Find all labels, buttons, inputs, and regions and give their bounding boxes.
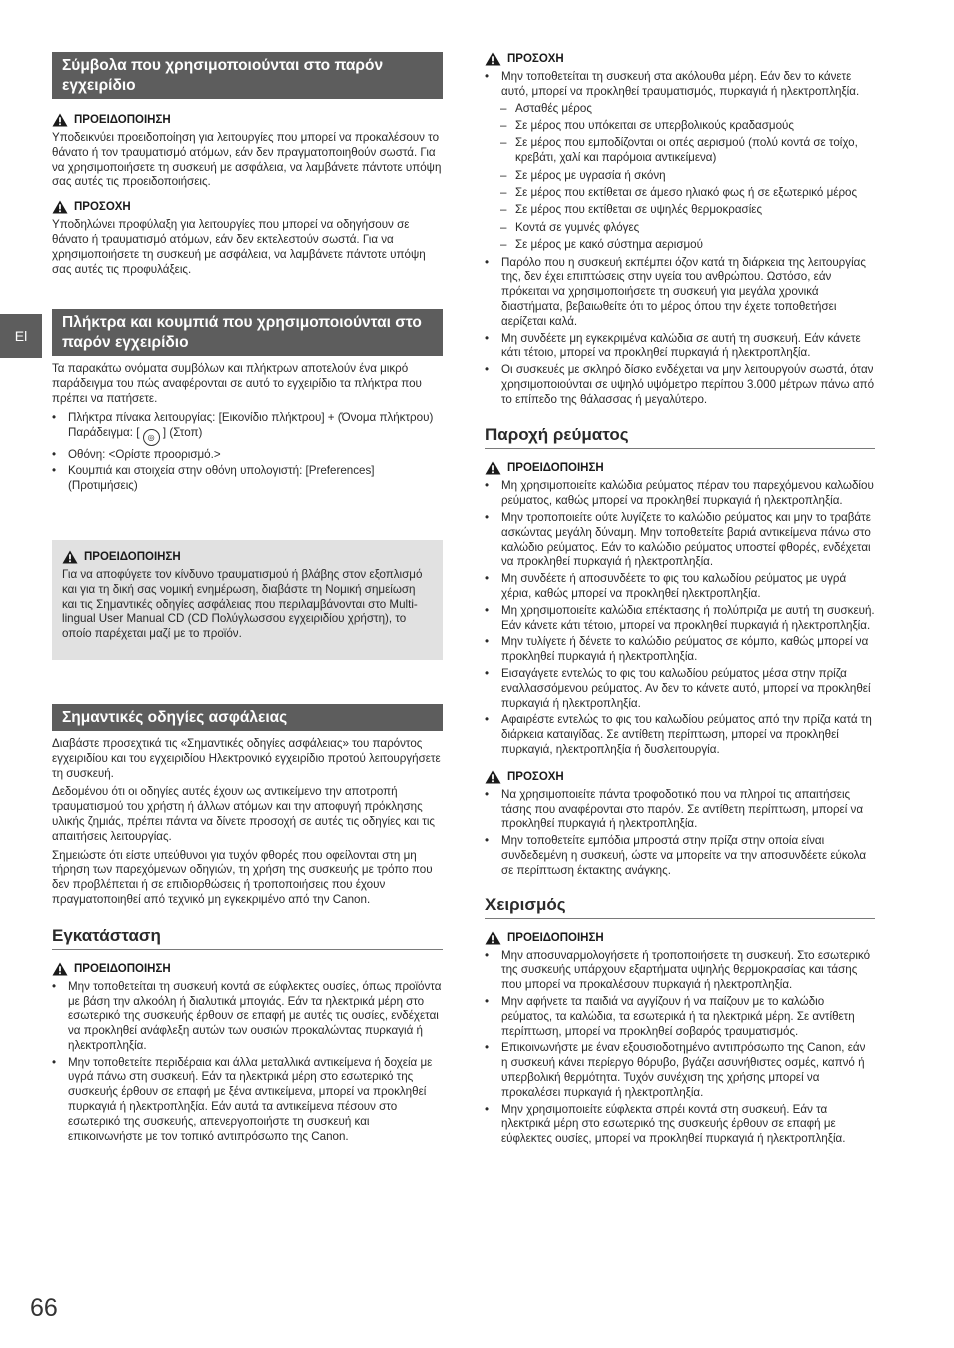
list-item: • Μην τοποθετείται τη συσκευή στα ακόλουθα μέρη. Εάν δεν το κάνετε αυτό, μπορεί να προκληθεί τραυματισμός, πυρκαγιά ή ηλεκτροπληξία. – Ασταθές μέρος – Σε μέρος που υπόκειται σε υπερβολικούς κραδασμούς – Σε μέρος που εμποδίζονται οι οπές αερισμού (πολύ κοντά σε τοίχο, κρεβάτι, χαλί και παρόμοια αντικείμενα) – Σε μέρος με υγρασία ή σκόνη – Σε μέρος που εκτίθεται σε άμεσο ηλιακό φως ή σε εξωτερικό μέρος – Σε μέρος που εκτίθεται σε υψηλές θερμοκρασίες – Κοντά σε γυμνές φλόγες – Σε μέρος με κακό σύστημα αερισμού	[485, 70, 875, 253]
warning-triangle-icon	[62, 550, 78, 564]
list-item: • Οθόνη: <Ορίστε προορισμό.>	[52, 448, 443, 463]
list-item: • Οι συσκευές με σκληρό δίσκο ενδέχεται να μην λειτουργούν σωστά, όταν χρησιμοποιούνται σε υψηλό υψόμετρο περίπου 3.000 μέτρων πάνω από το επίπεδο της θάλασσας ή μεγαλύτερο.	[485, 363, 875, 407]
handling-list	[485, 949, 875, 1147]
caution-list	[485, 70, 875, 407]
sublist-item: – Ασταθές μέρος	[485, 102, 875, 117]
section-heading-power: Παροχή ρεύματος	[485, 425, 875, 449]
safety-paragraph: Δεδομένου ότι οι οδηγίες αυτές έχουν ως αντικείμενο την αποτροπή τραυματισμού του χρήστη ή άλλων ατόμων και την αποφυγή πρόκλησης υλικής ζημιάς, πρέπει πάντα να δίνετε προσοχή σε αυτές τις οδηγίες και τις απαιτήσεις λειτουργίας.	[52, 785, 435, 843]
section-heading-installation: Εγκατάσταση	[52, 926, 443, 950]
warning-box	[52, 540, 443, 660]
warning-triangle-icon	[485, 770, 501, 784]
sublist-item: – Κοντά σε γυμνές φλόγες	[485, 221, 875, 236]
installation-list	[52, 980, 443, 1145]
keys-list	[52, 411, 443, 494]
warning-box-text: Για να αποφύγετε τον κίνδυνο τραυματισμού ή βλάβης στον εξοπλισμό και για τη δική σας νομική ενημέρωση, διαβάστε τη Νομική σημείωση και τις Σημαντικές οδηγίες ασφάλειας που περιλαμβάνονται στο Multi-lingual User Manual CD (CD Πολύγλωσσου εγχειριδίου χρήστη), το οποίο παρέχεται μαζί με το προϊόν.	[62, 567, 423, 641]
warning-triangle-icon	[485, 931, 501, 945]
warning-triangle-icon	[52, 962, 68, 976]
page-number: 66	[30, 1294, 58, 1322]
list-item: • Μην αποσυναρμολογήσετε ή τροποποιήσετε τη συσκευή. Στο εσωτερικό της συσκευής υπάρχουν εξαρτήματα υψηλής θερμοκρασίας και τάσης που μπορεί να προκαλέσουν πυρκαγιά ή ηλεκτροπληξία.	[485, 949, 875, 993]
section-heading-safety: Σημαντικές οδηγίες ασφάλειας	[52, 704, 443, 731]
list-item: • Επικοινωνήστε με έναν εξουσιοδοτημένο αντιπρόσωπο της Canon, εάν η συσκευή κάνει περίεργο θόρυβο, βγάζει ασυνήθιστες οσμές, καπνό ή υπερβολική θερμότητα. Τυχόν συνέχιση της χρήσης μπορεί να προκαλέσει πυρκαγιά ή ηλεκτροπληξία.	[485, 1041, 875, 1100]
list-item: • Πλήκτρα πίνακα λειτουργίας: [Εικονίδιο πλήκτρου] + (Όνομα πλήκτρου) Παράδειγμα: [ ◎ ] (Στοπ)	[52, 411, 443, 446]
location-sublist	[485, 102, 875, 253]
warning-triangle-icon	[485, 461, 501, 475]
warning-triangle-icon	[52, 113, 68, 127]
warning-description: Υποδεικνύει προειδοποίηση για λειτουργίες που μπορεί να προκαλέσουν το θάνατο ή τον τραυματισμό ατόμων, εάν δεν πραγματοποιηθούν σωστά. Για να χρησιμοποιήσετε τη συσκευή με ασφάλεια, να λαμβάνετε πάντοτε υπόψη σας αυτές τις προειδοποιήσεις.	[52, 131, 442, 189]
sublist-item: – Σε μέρος με κακό σύστημα αερισμού	[485, 238, 875, 253]
list-item: • Μην τροποποιείτε ούτε λυγίζετε το καλώδιο ρεύματος και μην το τραβάτε ασκώντας μεγάλη δύναμη. Μην τοποθετείτε βαριά αντικείμενα πάνω στο καλώδιο ρεύματος. Εάν το καλώδιο ρεύματος υποστεί φθορές, ενδέχεται να προκληθεί πυρκαγιά ή ηλεκτροπληξία.	[485, 511, 875, 570]
sublist-item: – Σε μέρος που εκτίθεται σε άμεσο ηλιακό φως ή σε εξωτερικό μέρος	[485, 186, 875, 201]
right-column	[485, 52, 875, 1149]
safety-paragraph: Διαβάστε προσεχτικά τις «Σημαντικές οδηγίες ασφάλειας» του παρόντος εγχειριδίου και του εγχειριδίου Ηλεκτρονικό εγχειρίδιο προτού λειτουργήσετε τη συσκευή.	[52, 736, 441, 780]
warning-label: ΠΡΟΕΙΔΟΠΟΙΗΣΗ	[52, 113, 443, 127]
sublist-item: – Σε μέρος που εμποδίζονται οι οπές αερισμού (πολύ κοντά σε τοίχο, κρεβάτι, χαλί και παρόμοια αντικείμενα)	[485, 136, 875, 166]
list-item: • Μην τοποθετείτε περιδέραια και άλλα μεταλλικά αντικείμενα ή δοχεία με υγρά πάνω στη συσκευή. Εάν τα ηλεκτρικά μέρη στο εσωτερικό της συσκευής έρθουν σε επαφή με ξένα αντικείμενα, μπορεί να προκληθεί πυρκαγιά ή ηλεκτροπληξία. Εάν αυτά τα αντικείμενα πέσουν στο εσωτερικό της συσκευής, απενεργοποιήστε τη συσκευή και επικοινωνήστε με τον τοπικό αντιπρόσωπο της Canon.	[52, 1056, 443, 1145]
keys-intro: Τα παρακάτω ονόματα συμβόλων και πλήκτρων αποτελούν ένα μικρό παράδειγμα του πώς αναφέρονται σε αυτό το εγχειρίδιο τα πλήκτρα που πρέπει να πατήσετε.	[52, 362, 422, 405]
sublist-item: – Σε μέρος με υγρασία ή σκόνη	[485, 169, 875, 184]
list-item: • Μη χρησιμοποιείτε καλώδια επέκτασης ή πολύπριζα με αυτή τη συσκευή. Εάν κάνετε κάτι τέτοιο, μπορεί να προκληθεί πυρκαγιά ή ηλεκτροπληξία.	[485, 604, 875, 634]
sublist-item: – Σε μέρος που εκτίθεται σε υψηλές θερμοκρασίες	[485, 203, 875, 218]
power-caution-list	[485, 788, 875, 879]
warning-triangle-icon	[52, 200, 68, 214]
stop-key-icon: ◎	[143, 429, 160, 446]
list-item: • Να χρησιμοποιείτε πάντα τροφοδοτικό που να πληροί τις απαιτήσεις τάσης που αναφέρονται στο παρόν. Σε αντίθετη περίπτωση, μπορεί να προκληθεί πυρκαγιά ή ηλεκτροπληξία.	[485, 788, 875, 832]
power-warning-list	[485, 479, 875, 757]
list-item: • Μην τυλίγετε ή δένετε το καλώδιο ρεύματος σε κόμπο, καθώς μπορεί να προκληθεί πυρκαγιά ή ηλεκτροπληξία.	[485, 635, 875, 665]
warning-triangle-icon	[485, 52, 501, 66]
list-item: • Μη συνδέετε μη εγκεκριμένα καλώδια σε αυτή τη συσκευή. Εάν κάνετε κάτι τέτοιο, μπορεί να προκληθεί πυρκαγιά ή ηλεκτροπληξία.	[485, 332, 875, 362]
section-heading-symbols: Σύμβολα που χρησιμοποιούνται στο παρόν εγχειρίδιο	[52, 52, 443, 99]
caution-description: Υποδηλώνει προφύλαξη για λειτουργίες που μπορεί να οδηγήσουν σε θάνατο ή τραυματισμό ατόμων, εάν δεν εκτελεστούν σωστά. Για να χρησιμοποιήσετε τη συσκευή με ασφάλεια, να λαμβάνετε πάντοτε υπόψη σας αυτές τις προφυλάξεις.	[52, 218, 426, 276]
sublist-item: – Σε μέρος που υπόκειται σε υπερβολικούς κραδασμούς	[485, 119, 875, 134]
warning-label: ΠΡΟΕΙΔΟΠΟΙΗΣΗ	[62, 550, 433, 564]
caution-label: ΠΡΟΣΟΧΗ	[485, 770, 875, 784]
section-heading-keys: Πλήκτρα και κουμπιά που χρησιμοποιούνται στο παρόν εγχειρίδιο	[52, 309, 443, 356]
list-item: • Μην αφήνετε τα παιδιά να αγγίζουν ή να παίζουν με το καλώδιο ρεύματος, τα καλώδια, τα εσωτερικά ή τα ηλεκτρικά μέρη. Σε αντίθετη περίπτωση, μπορεί να προκληθεί σοβαρός τραυματισμός.	[485, 995, 875, 1039]
list-item: • Μη χρησιμοποιείτε καλώδια ρεύματος πέραν του παρεχόμενου καλωδίου ρεύματος, καθώς μπορεί να προκληθεί πυρκαγιά ή ηλεκτροπληξία.	[485, 479, 875, 509]
list-item: • Κουμπιά και στοιχεία στην οθόνη υπολογιστή: [Preferences] (Προτιμήσεις)	[52, 464, 443, 494]
section-heading-handling: Χειρισμός	[485, 895, 875, 919]
list-item: • Παρόλο που η συσκευή εκπέμπει όζον κατά τη διάρκεια της λειτουργίας της, δεν έχει επιπτώσεις στην υγεία του ανθρώπου. Ωστόσο, εάν πρόκειται να χρησιμοποιήσετε τη συσκευή για μεγάλα χρονικά διαστήματα, βεβαιωθείτε ότι το μέρος όπου την έχετε τοποθετήσει αερίζεται καλά.	[485, 256, 875, 330]
list-item: • Μην τοποθετείται τη συσκευή κοντά σε εύφλεκτες ουσίες, όπως προϊόντα με βάση την αλκοόλη ή διαλυτικά μπογιάς. Εάν τα ηλεκτρικά μέρη στο εσωτερικό της συσκευής έρθουν σε επαφή με αυτές τις ουσίες, ενδέχεται να προκληθεί ανάφλεξη αυτών των ουσιών προκαλώντας πυρκαγιά ή ηλεκτροπληξία.	[52, 980, 443, 1054]
list-item: • Εισαγάγετε εντελώς το φις του καλωδίου ρεύματος μέσα στην πρίζα εναλλασσόμενου ρεύματος. Αν δεν το κάνετε αυτό, μπορεί να προκληθεί πυρκαγιά ή ηλεκτροπληξία.	[485, 667, 875, 711]
caution-label: ΠΡΟΣΟΧΗ	[485, 52, 875, 66]
caution-label: ΠΡΟΣΟΧΗ	[52, 200, 443, 214]
language-tab: El	[0, 314, 42, 358]
list-item: • Μη συνδέετε ή αποσυνδέετε το φις του καλωδίου ρεύματος με υγρά χέρια, καθώς μπορεί να προκληθεί ηλεκτροπληξία.	[485, 572, 875, 602]
warning-label: ΠΡΟΕΙΔΟΠΟΙΗΣΗ	[485, 461, 875, 475]
safety-paragraph: Σημειώστε ότι είστε υπεύθυνοι για τυχόν φθορές που οφείλονται στη μη τήρηση των παρεχόμενων οδηγιών, τη χρήση της συσκευής με τρόπο που δεν προβλέπεται ή σε επιδιορθώσεις ή τροποποιήσεις που έχουν πραγματοποιηθεί από τεχνικό μη εγκεκριμένο από την Canon.	[52, 848, 433, 906]
list-item: • Μην χρησιμοποιείτε εύφλεκτα σπρέι κοντά στη συσκευή. Εάν τα ηλεκτρικά μέρη στο εσωτερικό της συσκευής έρθουν σε επαφή με εύφλεκτες ουσίες, μπορεί να προκληθεί πυρκαγιά ή ηλεκτροπληξία.	[485, 1103, 875, 1147]
list-item: • Μην τοποθετείτε εμπόδια μπροστά στην πρίζα στην οποία είναι συνδεδεμένη η συσκευή, ώστε να μπορείτε να την αποσυνδέετε εύκολα σε περίπτωση έκτακτης ανάγκης.	[485, 834, 875, 878]
left-column	[52, 52, 443, 1146]
warning-label: ΠΡΟΕΙΔΟΠΟΙΗΣΗ	[485, 931, 875, 945]
list-item: • Αφαιρέστε εντελώς το φις του καλωδίου ρεύματος από την πρίζα κατά τη διάρκεια καταιγίδας. Σε αντίθετη περίπτωση, μπορεί να προκληθεί πυρκαγιά, ηλεκτροπληξία ή δυσλειτουργία.	[485, 713, 875, 757]
warning-label: ΠΡΟΕΙΔΟΠΟΙΗΣΗ	[52, 962, 443, 976]
